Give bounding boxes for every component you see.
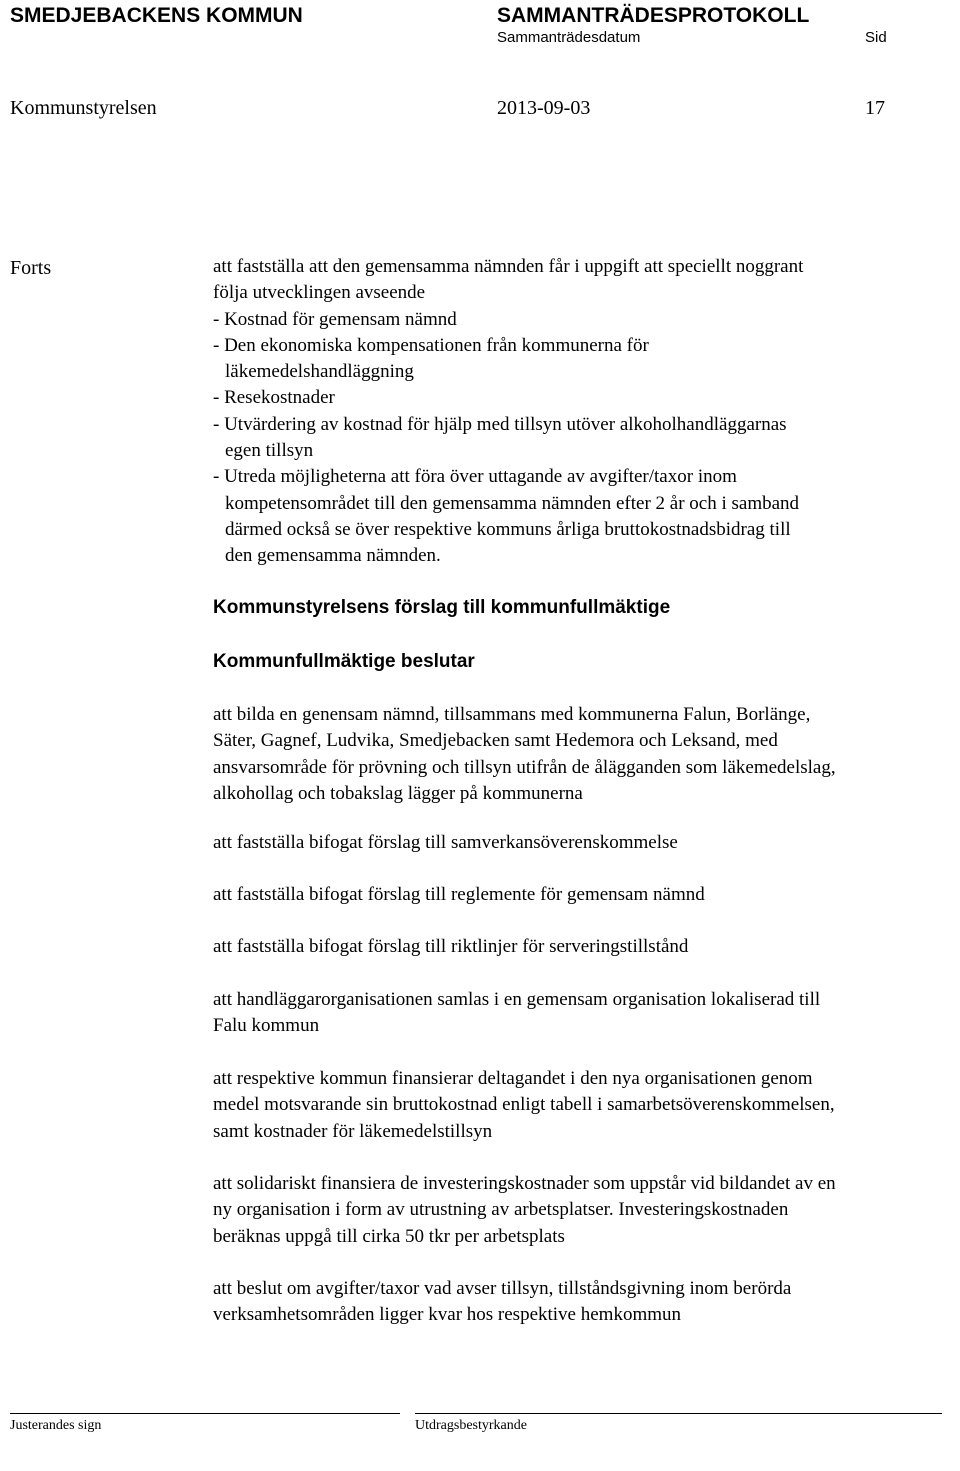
page-label: Sid <box>865 29 887 46</box>
meeting-date-label: Sammanträdesdatum <box>497 29 641 46</box>
intro-line: läkemedelshandläggning <box>225 361 414 383</box>
intro-line: - Utreda möjligheterna att föra över uttagande av avgifter/taxor inom <box>213 466 737 488</box>
decision-line: att fastställa bifogat förslag till reglemente för gemensam nämnd <box>213 884 705 905</box>
decision-line: att respektive kommun finansierar deltagandet i den nya organisationen genom <box>213 1068 813 1089</box>
decision-paragraph <box>213 1276 791 1329</box>
decision-line: samt kostnader för läkemedelstillsyn <box>213 1120 493 1142</box>
intro-line: - Utvärdering av kostnad för hjälp med tillsyn utöver alkoholhandläggarnas <box>213 413 787 435</box>
intro-line: - Den ekonomiska kompensationen från kommunerna för <box>213 334 649 356</box>
intro-line: egen tillsyn <box>225 440 314 462</box>
decision-line: att fastställa bifogat förslag till riktlinjer för serveringstillstånd <box>213 936 689 957</box>
meeting-date: 2013-09-03 <box>497 97 591 119</box>
page-number: 17 <box>865 97 885 119</box>
intro-line: följa utvecklingen avseende <box>213 282 426 304</box>
intro-line: därmed också se över respektive kommuns årliga bruttokostnadsbidrag till <box>225 518 791 540</box>
document-type: SAMMANTRÄDESPROTOKOLL <box>497 4 810 27</box>
signature-label: Justerandes sign <box>10 1418 102 1433</box>
organisation-name: SMEDJEBACKENS KOMMUN <box>10 4 303 27</box>
proposal-heading: Kommunstyrelsens förslag till kommunfullmäktige <box>213 597 671 618</box>
decision-line: att solidariskt finansiera de investeringskostnader som uppstår vid bildandet av en <box>213 1173 836 1194</box>
decision-line: Falu kommun <box>213 1015 320 1037</box>
intro-list <box>213 254 803 570</box>
decision-paragraph <box>213 987 820 1040</box>
decision-line: alkohollag och tobakslag lägger på kommunerna <box>213 782 583 804</box>
decision-paragraph <box>213 1066 835 1145</box>
decision-paragraph <box>213 934 688 960</box>
decision-line: att beslut om avgifter/taxor vad avser tillsyn, tillståndsgivning inom berörda <box>213 1278 792 1299</box>
decision-paragraph <box>213 830 678 856</box>
decision-line: Säter, Gagnef, Ludvika, Smedjebacken samt Hedemora och Leksand, med <box>213 730 778 752</box>
decision-line: att bilda en genensam nämnd, tillsammans med kommunerna Falun, Borlänge, <box>213 704 811 725</box>
decision-line: ansvarsområde för prövning och tillsyn utifrån de ålägganden som läkemedelslag, <box>213 756 836 778</box>
decision-line: verksamhetsområden ligger kvar hos respektive hemkommun <box>213 1304 682 1326</box>
committee-name: Kommunstyrelsen <box>10 97 157 119</box>
extract-label: Utdragsbestyrkande <box>415 1418 527 1433</box>
decision-paragraph <box>213 882 705 908</box>
decision-line: medel motsvarande sin bruttokostnad enligt tabell i samarbetsöverenskommelsen, <box>213 1094 835 1116</box>
decision-line: att handläggarorganisationen samlas i en gemensam organisation lokaliserad till <box>213 989 821 1010</box>
decision-paragraph <box>213 702 836 807</box>
decision-heading: Kommunfullmäktige beslutar <box>213 651 475 672</box>
intro-line: att fastställa att den gemensamma nämnden får i uppgift att speciellt noggrant <box>213 256 804 277</box>
footer-rule-right <box>415 1413 942 1414</box>
intro-line: - Kostnad för gemensam nämnd <box>213 308 457 330</box>
intro-line: kompetensområdet till den gemensamma nämnden efter 2 år och i samband <box>225 492 800 514</box>
intro-line: den gemensamma nämnden. <box>225 545 441 567</box>
decision-line: att fastställa bifogat förslag till samverkansöverenskommelse <box>213 832 678 853</box>
decision-line: ny organisation i form av utrustning av arbetsplatser. Investeringskostnaden <box>213 1199 789 1221</box>
decision-line: beräknas uppgå till cirka 50 tkr per arbetsplats <box>213 1225 565 1247</box>
footer-rule-left <box>10 1413 400 1414</box>
continuation-label: Forts <box>10 257 52 279</box>
intro-line: - Resekostnader <box>213 387 335 409</box>
decision-paragraph <box>213 1171 836 1250</box>
